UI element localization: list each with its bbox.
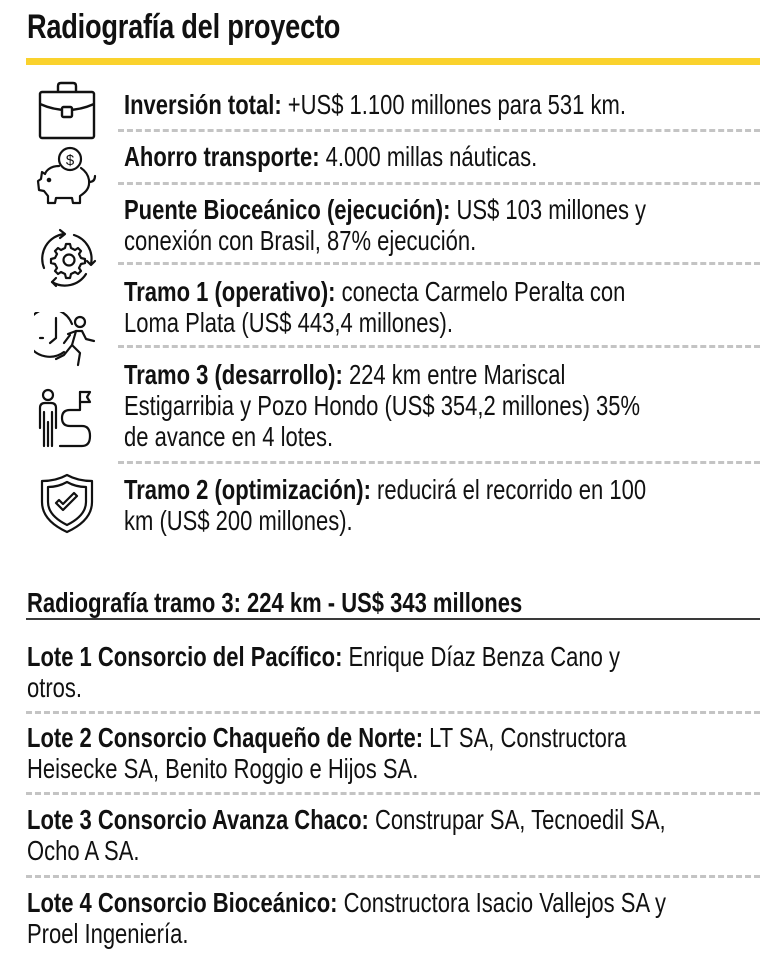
item-label: Tramo 1 (operativo): xyxy=(124,276,336,307)
accent-bar xyxy=(26,58,760,65)
section-subtitle: Radiografía tramo 3: 224 km - US$ 343 millones xyxy=(27,587,523,618)
dashed-divider xyxy=(118,461,760,464)
shield-check-icon xyxy=(34,472,100,534)
dashed-divider xyxy=(26,792,760,795)
piggy-bank-icon xyxy=(34,146,100,208)
lote-label: Lote 2 Consorcio Chaqueño de Norte: xyxy=(27,722,424,753)
gear-cycle-icon xyxy=(34,228,100,290)
clock-runner-icon xyxy=(34,312,100,374)
svg-text:$: $ xyxy=(65,152,75,169)
dashed-divider xyxy=(118,262,760,265)
lote-label: Lote 1 Consorcio del Pacífico: xyxy=(27,641,343,672)
item-label: Puente Bioceánico (ejecución): xyxy=(124,194,451,225)
person-flag-path-icon xyxy=(34,388,100,450)
section-rule xyxy=(26,618,760,620)
dashed-divider xyxy=(118,345,760,348)
dashed-divider xyxy=(118,129,760,132)
page-title: Radiografía del proyecto xyxy=(27,8,341,46)
dashed-divider xyxy=(118,182,760,185)
item-label: Ahorro transporte: xyxy=(124,141,320,172)
dashed-divider xyxy=(26,875,760,878)
dashed-divider xyxy=(26,711,760,714)
lote-label: Lote 4 Consorcio Bioceánico: xyxy=(27,887,338,918)
item-label: Tramo 3 (desarrollo): xyxy=(124,359,343,390)
lote-label: Lote 3 Consorcio Avanza Chaco: xyxy=(27,804,369,835)
item-label: Inversión total: xyxy=(124,89,282,120)
briefcase-icon xyxy=(34,80,100,142)
item-label: Tramo 2 (optimización): xyxy=(124,474,371,505)
